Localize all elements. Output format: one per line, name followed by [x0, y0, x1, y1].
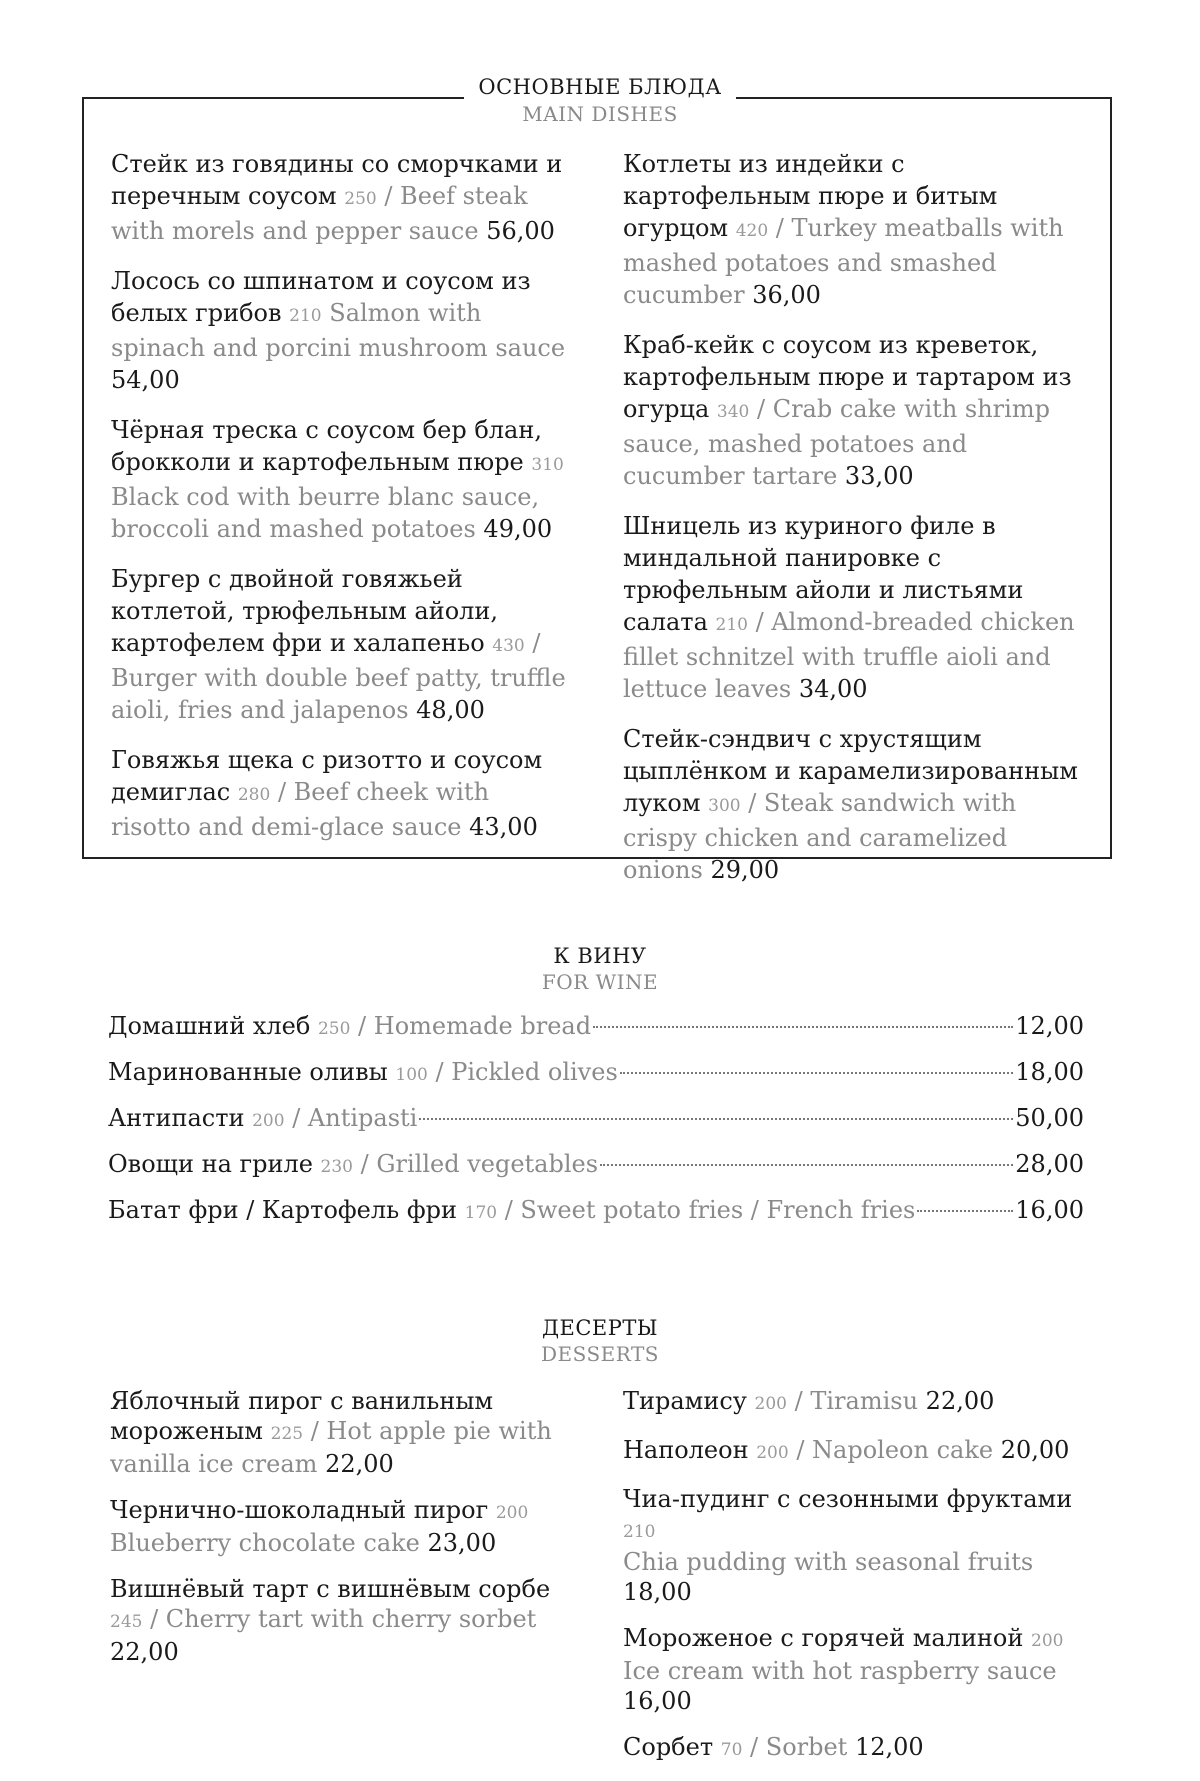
desserts-heading — [0, 1314, 1200, 1366]
desserts-right-column — [623, 1386, 1093, 1781]
menu-item: Тирамису 200 / Tiramisu 22,00 — [623, 1387, 995, 1415]
menu-item: Наполеон 200 / Napoleon cake 20,00 — [623, 1436, 1070, 1464]
main-dishes-right-column — [623, 148, 1083, 904]
main-dishes-title-ru: ОСНОВНЫЕ БЛЮДА — [464, 72, 735, 102]
menu-item: Шницель из куриного филе в миндальной панировке с трюфельным айоли и листьями салата 210 / Almond-breaded chicken fillet schnitzel with truffle aioli and lettuce leaves 34,00 — [623, 512, 1075, 703]
menu-item: Чёрная треска с соусом бер блан, брокколи и картофельным пюре 310 Black cod with beurre blanc sauce, broccoli and mashed potatoes 49,00 — [111, 416, 564, 543]
menu-item: Котлеты из индейки с картофельным пюре и битым огурцом 420 / Turkey meatballs with mashed potatoes and smashed cucumber 36,00 — [623, 150, 1064, 309]
desserts-title-ru: ДЕСЕРТЫ — [541, 1316, 659, 1340]
desserts-left-column — [110, 1386, 580, 1683]
for-wine-heading — [0, 942, 1200, 994]
menu-item: Лосось со шпинатом и соусом из белых грибов 210 Salmon with spinach and porcini mushroom sauce 54,00 — [111, 267, 566, 394]
list-item: Овощи на гриле 230 / Grilled vegetables 28,00 — [108, 1150, 1084, 1178]
menu-item: Бургер с двойной говяжьей котлетой, трюфельным айоли, картофелем фри и халапеньо 430 / Burger with double beef patty, truffle aioli, fries and jalapenos 48,00 — [111, 565, 566, 724]
dot-leader — [593, 1026, 1013, 1028]
menu-item: Говяжья щека с ризотто и соусом демиглас 280 / Beef cheek with risotto and demi-glace sauce 43,00 — [111, 746, 543, 841]
dot-leader — [419, 1118, 1013, 1120]
list-item: Батат фри / Картофель фри 170 / Sweet potato fries / French fries 16,00 — [108, 1196, 1084, 1224]
menu-item: Вишнёвый тарт с вишнёвым сорбе 245 / Cherry tart with cherry sorbet 22,00 — [110, 1575, 551, 1666]
menu-item: Сорбет 70 / Sorbet 12,00 — [623, 1733, 924, 1761]
dot-leader — [600, 1164, 1013, 1166]
list-item: Домашний хлеб 250 / Homemade bread 12,00 — [108, 1012, 1084, 1040]
main-dishes-left-column — [111, 148, 571, 861]
for-wine-list — [108, 1012, 1084, 1242]
main-dishes-heading — [0, 72, 1200, 126]
menu-item: Мороженое с горячей малиной 200 Ice cream with hot raspberry sauce 16,00 — [623, 1624, 1064, 1715]
dot-leader — [917, 1210, 1013, 1212]
menu-item: Яблочный пирог с ванильным мороженым 225 / Hot apple pie with vanilla ice cream 22,00 — [110, 1387, 552, 1478]
menu-item: Стейк-сэндвич с хрустящим цыплёнком и карамелизированным луком 300 / Steak sandwich with crispy chicken and caramelized onions 29,00 — [623, 725, 1078, 884]
main-dishes-title-en: MAIN DISHES — [522, 102, 678, 126]
list-item: Антипасти 200 / Antipasti 50,00 — [108, 1104, 1084, 1132]
for-wine-title-ru: К ВИНУ — [553, 944, 647, 968]
menu-item: Стейк из говядины со сморчками и перечным соусом 250 / Beef steak with morels and pepper sauce 56,00 — [111, 150, 563, 245]
menu-item: Краб-кейк с соусом из креветок, картофельным пюре и тартаром из огурца 340 / Crab cake with shrimp sauce, mashed potatoes and cucumber tartare 33,00 — [623, 331, 1072, 490]
menu-item: Чиа-пудинг с сезонными фруктами 210 Chia pudding with seasonal fruits 18,00 — [623, 1485, 1073, 1606]
desserts-title-en: DESSERTS — [540, 1342, 660, 1366]
dot-leader — [620, 1072, 1014, 1074]
list-item: Маринованные оливы 100 / Pickled olives 18,00 — [108, 1058, 1084, 1086]
menu-item: Чернично-шоколадный пирог 200 Blueberry chocolate cake 23,00 — [110, 1496, 529, 1557]
for-wine-title-en: FOR WINE — [541, 970, 659, 994]
